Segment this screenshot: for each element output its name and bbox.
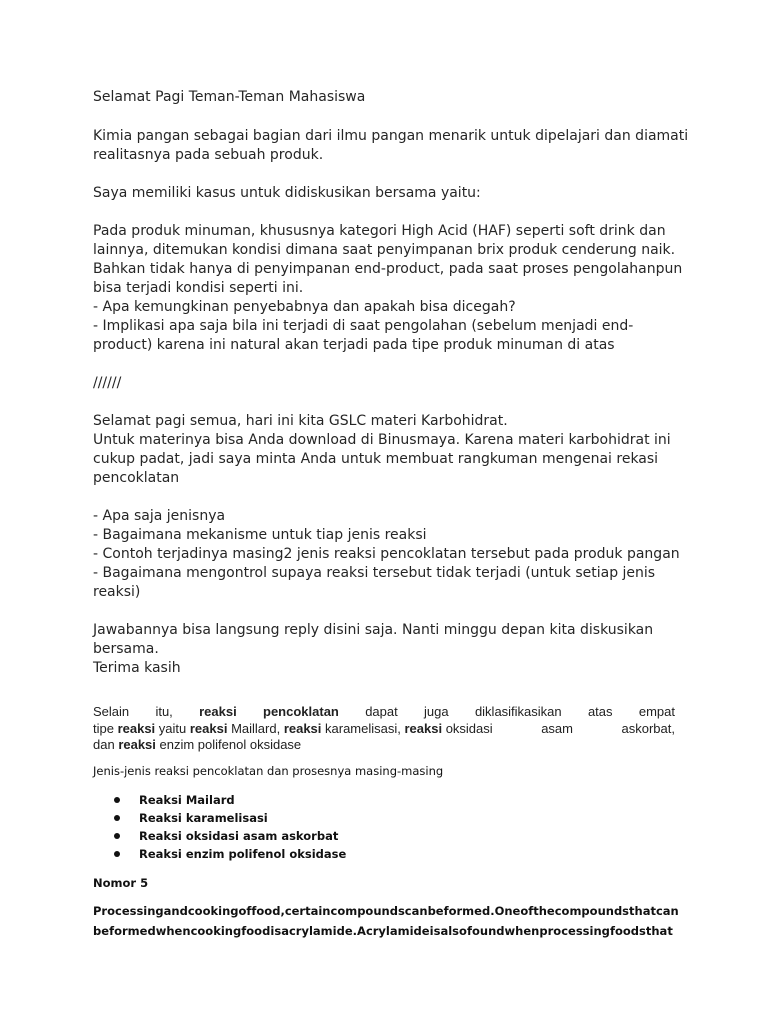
bold-word-text: reaksi xyxy=(189,720,228,736)
word: cooking xyxy=(190,924,242,938)
bold-word xyxy=(199,704,237,721)
gslc-paragraph xyxy=(93,412,693,488)
text: enzim polifenol oksidase xyxy=(155,737,302,752)
intro-line: Kimia pangan sebagai bagian dari ilmu pangan menarik untuk dipelajari dan diamati xyxy=(93,128,689,144)
question-item: - Contoh terjadinya masing2 jenis reaksi pencoklatan tersebut pada produk pangan xyxy=(93,546,680,562)
word: foods xyxy=(609,924,646,938)
word: can xyxy=(655,904,679,918)
text: karamelisasi, xyxy=(321,720,405,736)
word: formed. xyxy=(443,904,495,918)
question-item: - Bagaimana mengontrol supaya reaksi tersebut tidak terjadi (untuk setiap jenis xyxy=(93,565,656,581)
word: Acrylamide xyxy=(357,924,430,938)
intro-line: realitasnya pada sebuah produk. xyxy=(93,147,324,163)
type-item-label: Reaksi Mailard xyxy=(139,793,235,807)
case-body-line: bisa terjadi kondisi seperti ini. xyxy=(93,280,304,296)
word: of xyxy=(238,904,252,918)
bold-word xyxy=(263,704,339,721)
word: found xyxy=(466,924,505,938)
bullet-icon xyxy=(114,797,120,803)
bold-word-text: reaksi xyxy=(199,704,237,719)
text: dan xyxy=(93,737,119,752)
word: juga xyxy=(424,704,449,719)
bold-word-text: reaksi xyxy=(404,720,443,736)
case-intro xyxy=(93,184,693,203)
intro-paragraph xyxy=(93,127,693,165)
closing-line: Terima kasih xyxy=(93,660,181,676)
word: when xyxy=(155,924,191,938)
greeting-line: Selamat Pagi Teman-Teman Mahasiswa xyxy=(93,89,366,105)
classification-paragraph xyxy=(93,704,675,754)
word: certain xyxy=(284,904,331,918)
processing-paragraph xyxy=(93,901,679,941)
separator xyxy=(93,374,693,393)
type-item xyxy=(114,847,346,861)
nomor-heading: Nomor 5 xyxy=(93,876,149,890)
type-item-label: Reaksi oksidasi asam askorbat xyxy=(139,829,339,843)
question-item: - Apa saja jenisnya xyxy=(93,508,226,524)
closing-line: bersama. xyxy=(93,641,159,657)
gslc-line: pencoklatan xyxy=(93,470,180,486)
classification-line-3 xyxy=(93,737,675,754)
classification-line-2 xyxy=(93,721,675,738)
word: diklasifikasikan xyxy=(474,704,562,719)
case-body-line: - Implikasi apa saja bila ini terjadi di saat pengolahan (sebelum menjadi end- xyxy=(93,318,634,334)
case-body-line: Bahkan tidak hanya di penyimpanan end-product, pada saat proses pengolahanpun xyxy=(93,261,683,277)
word: is xyxy=(429,924,441,938)
gslc-line: cukup padat, jadi saya minta Anda untuk membuat rangkuman mengenai rekasi xyxy=(93,451,659,467)
type-item-label: Reaksi karamelisasi xyxy=(139,811,268,825)
word: formed xyxy=(109,924,156,938)
word: One xyxy=(494,904,521,918)
bold-word-text: pencoklatan xyxy=(263,704,339,719)
case-body-line: - Apa kemungkinan penyebabnya dan apakah bisa dicegah? xyxy=(93,299,516,315)
processing-line-2 xyxy=(93,921,673,941)
bold-word-text: reaksi xyxy=(283,720,322,736)
word: that xyxy=(645,924,673,938)
word: compounds xyxy=(554,904,630,918)
word: dapat xyxy=(365,704,398,719)
type-item-label: Reaksi enzim polifenol oksidase xyxy=(139,847,347,861)
word: that xyxy=(629,904,656,918)
word: food xyxy=(241,924,271,938)
type-item xyxy=(114,793,235,807)
word: acrylamide. xyxy=(281,924,357,938)
line-segment xyxy=(93,721,493,738)
word: asam xyxy=(541,720,573,736)
type-item xyxy=(114,829,338,843)
word: when xyxy=(504,924,540,938)
bold-word-text: reaksi xyxy=(117,720,156,736)
text: yaitu xyxy=(155,720,190,736)
processing-line-1 xyxy=(93,901,679,921)
question-item: - Bagaimana mekanisme untuk tiap jenis reaksi xyxy=(93,527,427,543)
word: also xyxy=(440,924,467,938)
word: and xyxy=(163,904,188,918)
word: food, xyxy=(251,904,285,918)
case-body-line: lainnya, ditemukan kondisi dimana saat penyimpanan brix produk cenderung naik. xyxy=(93,242,676,258)
closing-line: Jawabannya bisa langsung reply disini saja. Nanti minggu depan kita diskusikan xyxy=(93,622,654,638)
word: processing xyxy=(539,924,610,938)
case-body-line: product) karena ini natural akan terjadi pada tipe produk minuman di atas xyxy=(93,337,615,353)
word: itu, xyxy=(155,704,173,719)
word: Selain xyxy=(93,704,130,719)
gslc-line: Untuk materinya bisa Anda download di Binusmaya. Karena materi karbohidrat ini xyxy=(93,432,671,448)
word: askorbat, xyxy=(621,720,675,736)
word: be xyxy=(93,924,110,938)
word: the xyxy=(533,904,555,918)
word: Processing xyxy=(93,904,164,918)
text: Maillard, xyxy=(227,720,284,736)
word: cooking xyxy=(187,904,239,918)
bullet-icon xyxy=(114,815,120,821)
word: atas xyxy=(587,704,613,719)
separator-text: ////// xyxy=(93,375,122,391)
case-intro-line: Saya memiliki kasus untuk didiskusikan bersama yaitu: xyxy=(93,185,481,201)
word: be xyxy=(427,904,444,918)
bullet-icon xyxy=(114,851,120,857)
greeting xyxy=(93,88,693,107)
bold-word-text: reaksi xyxy=(118,737,156,752)
bullet-icon xyxy=(114,833,120,839)
word: is xyxy=(270,924,282,938)
word: compounds xyxy=(330,904,405,918)
classification-line-1 xyxy=(93,704,675,721)
closing-paragraph xyxy=(93,621,693,678)
case-body-paragraph xyxy=(93,222,693,355)
word: empat xyxy=(638,704,675,719)
text: oksidasi xyxy=(442,720,493,736)
word: can xyxy=(404,904,428,918)
case-body-line: Pada produk minuman, khususnya kategori High Acid (HAF) seperti soft drink dan xyxy=(93,223,666,239)
question-item: reaksi) xyxy=(93,584,141,600)
type-item xyxy=(114,811,268,825)
gslc-line: Selamat pagi semua, hari ini kita GSLC materi Karbohidrat. xyxy=(93,413,508,429)
text: tipe xyxy=(93,720,118,736)
questions-list xyxy=(93,507,693,602)
types-heading: Jenis-jenis reaksi pencoklatan dan prosesnya masing-masing xyxy=(93,764,444,778)
word: of xyxy=(520,904,534,918)
